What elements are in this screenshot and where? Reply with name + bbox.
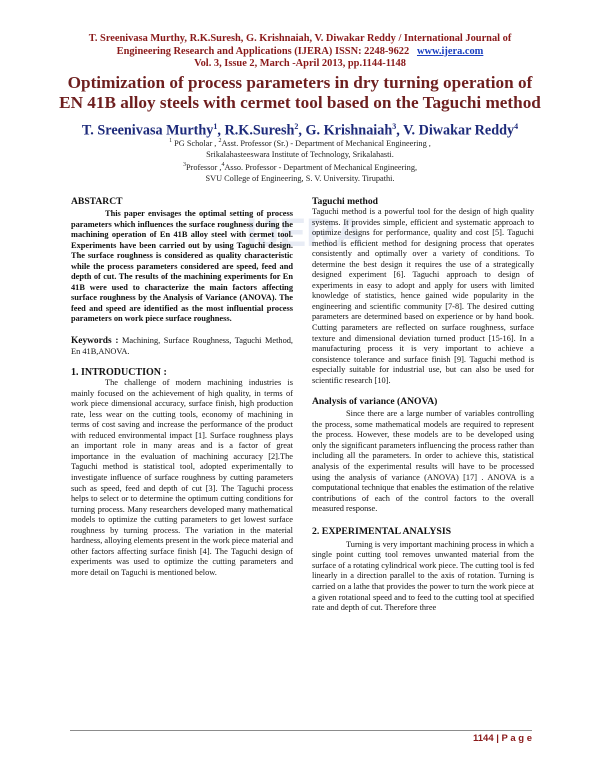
experimental-body: Turning is very important machining process in which a single point cutting tool removes unwanted material from the surface of a rotating cylindrical work piece. The cutting tool is fed linearly in a direction parallel to the axis of rotation. Turning is carried on a lathe that provides the power to turn the work piece at a given rotational speed and to feed to the cutting tool at specified rate and depth of cut. Therefore three [312,539,534,613]
ijera-watermark: IJERA [246,211,364,255]
author-3: G. Krishnaiah [305,122,393,139]
introduction-body: The challenge of modern machining industries is mainly focused on the achievement of high quality, in terms of work piece dimensional accuracy, surface finish, high production rate, less wear on the cutting tools, economy of machining in terms of cost saving and increase the performance of the product with reduced environmental impact [1]. Surface roughness plays an important role in many areas and is a factor of great importance in the evaluation of machining accuracy [2].The Taguchi method is statistical tool, adopted experimentally to investigate influence of surface roughness by cutting parameters such as speed, feed and depth of cut [3]. The Taguchi process helps to select or to determine the optimum cutting conditions for turning process. Many researchers developed many mathematical models to optimize the cutting parameters to get lowest surface roughness by turning process. The variation in the material hardness, alloying elements present in the work piece material and other factors affecting surface finish [4]. The Taguchi design of experiments was used to optimize the cutting parameters and more detail on Taguchi is mentioned below. [71,378,293,577]
header-line-3: Vol. 3, Issue 2, March -April 2013, pp.1144-1148 [194,58,406,70]
abstract-body: This paper envisages the optimal setting of process parameters which influences the surface roughness during the machining operation of En 41B alloy steel with cermet tool. Experiments have been carried out by using Taguchi design. The surface roughness is considered as quality characteristic while the process parameters considered are speed, feed and depth of cut. The results of the machining experiments for En 41B were used to characterize the main factors affecting surface roughness by the Analysis of Variance (ANOVA). The feed and speed are identified as the most influential process parameters on work piece surface roughness. [71,209,293,324]
author-4-sup: 4 [514,122,519,131]
keywords-text: Machining, Surface Roughness, Taguchi Method, En 41B,ANOVA. [71,336,294,356]
keywords-label: Keywords : [71,336,119,347]
abstract-heading: ABSTARCT [71,196,123,207]
author-4: V. Diwakar Reddy [403,122,515,139]
header-line-2 [40,46,560,59]
author-2: R.K.Suresh [224,122,295,139]
affil-text-1a: PG Scholar , [172,138,219,148]
anova-body: Since there are a large number of variables controlling the process, some mathematical models are required to represent the process. However, these models are to be developed using only the significant parameters influencing the process rather than including all the parameters. In order to achieve this, statistical analysis of the experimental results will have to be processed using the analysis of variance (ANOVA) [17] . ANOVA is a computational technique that enables the estimation of the relative contributions of each of the control factors to the overall measured response. [312,409,534,514]
affil-text-1b: Asst. Professor (Sr.) - Department of Mechanical Engineering , [221,138,431,148]
journal-header [40,33,560,71]
taguchi-heading: Taguchi method [312,196,379,207]
journal-website-link[interactable]: www.ijera.com [416,45,484,57]
paper-title [30,73,570,113]
keywords [71,336,293,357]
affil-text-3b: Asso. Professor - Department of Mechanical Engineering, [224,162,418,172]
affiliation-line-4: SVU College of Engineering, S. V. University. Tirupathi. [205,174,395,184]
affil-text-3a: Professor , [185,162,222,172]
header-line-1: T. Sreenivasa Murthy, R.K.Suresh, G. Krishnaiah, V. Diwakar Reddy / International Journal of [88,33,512,44]
footer-divider [70,730,532,731]
author-3-sup: 3 [392,122,397,131]
introduction-heading: 1. INTRODUCTION : [71,367,167,379]
experimental-heading: 2. EXPERIMENTAL ANALYSIS [312,525,452,537]
title-line-2: EN 41B alloy steels with cermet tool based on the Taguchi method [59,93,541,112]
anova-heading: Analysis of variance (ANOVA) [312,396,438,408]
affil-sup-2: 2 [218,138,222,144]
author-list: T. Sreenivasa Murthy$^1$, R.K.Suresh$^2$, G. Krishnaiah$^3$, V. Diwakar Reddy$^4$ [81,122,519,139]
affil-sup-1: 1 [169,138,173,144]
author-2-sup: 2 [294,122,299,131]
affiliation-line-1 [90,136,510,149]
header-journal-issn: Engineering Research and Applications (IJERA) ISSN: 2248-9622 [116,45,410,57]
title-line-1: Optimization of process parameters in dry turning operation of [67,73,533,92]
left-column [71,196,293,579]
affiliation-line-2: Srikalahasteeswara Institute of Technology, Srikalahasti. [206,149,394,159]
author-1: T. Sreenivasa Murthy [81,122,214,139]
author-1-sup: 1 [213,122,218,131]
affil-sup-3: 3 [182,162,186,169]
affil-sup-4: 4 [221,162,225,169]
taguchi-body: Taguchi method is a powerful tool for the design of high quality systems. It provides simple, efficient and systematic approach to optimize designs for performance, quality and cost [5]. Taguchi method is efficient method for designing process that operates consistently and optimally over a variety of conditions. To determine the best design it requires the use of a strategically designed experiment [6]. Taguchi approach to design of experiments in easy to adopt and apply for users with limited knowledge of statistics, hence gained wide popularity in the engineering and scientific community [7-8]. The desired cutting parameters are determined based on experience or by hand book. Cutting parameters are reflected on surface roughness, surface texture and dimensional deviation turned product [15-16]. In a manufacturing process it is very important to achieve a consistence tolerance and surface finish [9]. Taguchi method is especially suitable for industrial use, but can also be used for scientific research [10]. [312,207,534,385]
right-column [312,196,534,614]
page-number: 1144 | P a g e [473,733,532,744]
